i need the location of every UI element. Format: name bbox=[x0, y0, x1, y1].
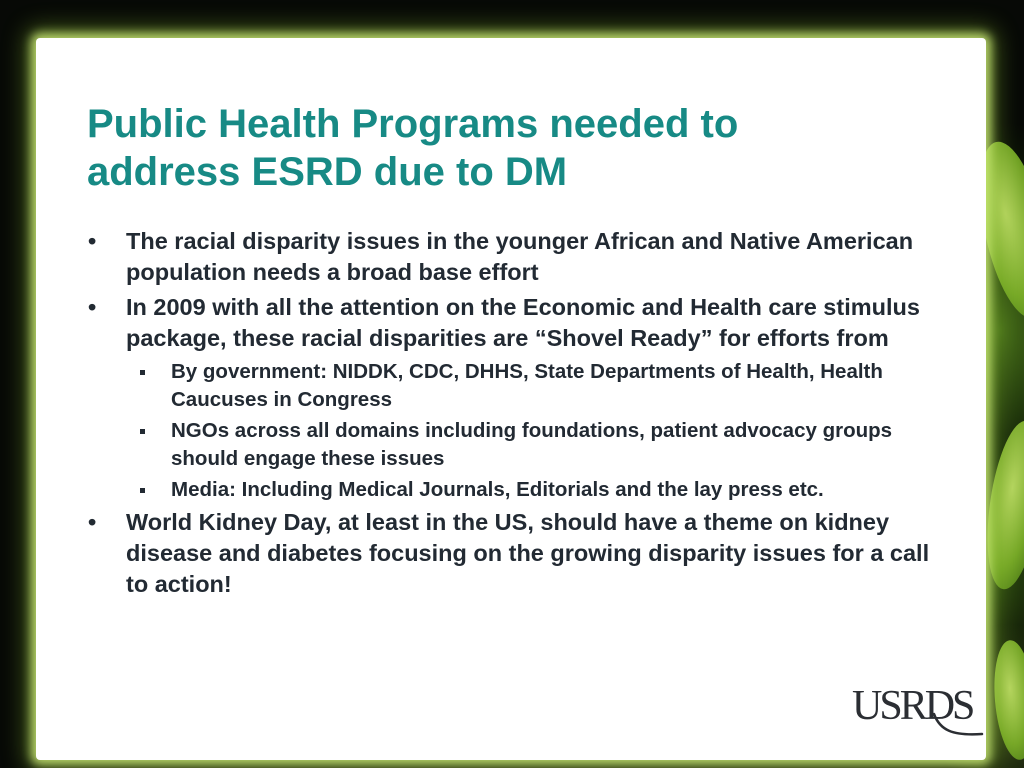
square-bullet-icon bbox=[140, 429, 145, 434]
usrds-logo bbox=[852, 678, 992, 742]
bullet-item bbox=[86, 226, 956, 288]
square-bullet-icon bbox=[140, 370, 145, 375]
bullet-item bbox=[86, 292, 956, 354]
slide-title bbox=[87, 100, 947, 196]
bullet-icon: • bbox=[88, 509, 97, 535]
slide-content bbox=[86, 226, 956, 604]
slide-title-line: Public Health Programs needed to bbox=[87, 102, 739, 146]
bullet-text: The racial disparity issues in the younger African and Native American population needs a broad base effort bbox=[126, 228, 914, 285]
bullet-text: In 2009 with all the attention on the Economic and Health care stimulus package, these racial disparities are “Shovel Ready” for efforts from bbox=[126, 294, 920, 351]
bullet-text: World Kidney Day, at least in the US, should have a theme on kidney disease and diabetes focusing on the growing disparity issues for a call to action! bbox=[126, 509, 930, 597]
bullet-item bbox=[86, 507, 956, 600]
bullet-icon: • bbox=[88, 228, 97, 254]
sub-bullet-item bbox=[126, 417, 956, 473]
sub-bullet-item bbox=[126, 358, 956, 414]
square-bullet-icon bbox=[140, 488, 145, 493]
bullet-icon: • bbox=[88, 294, 97, 320]
logo-text: USRDS bbox=[852, 683, 973, 729]
sub-bullet-item bbox=[126, 476, 956, 504]
slide-title-line: address ESRD due to DM bbox=[87, 150, 568, 194]
sub-bullet-text: By government: NIDDK, CDC, DHHS, State Departments of Health, Health Caucuses in Congress bbox=[171, 360, 883, 411]
logo-swash-icon bbox=[930, 712, 986, 738]
sub-bullet-text: Media: Including Medical Journals, Editorials and the lay press etc. bbox=[171, 478, 824, 501]
sub-bullet-text: NGOs across all domains including foundations, patient advocacy groups should engage these issues bbox=[171, 419, 893, 470]
